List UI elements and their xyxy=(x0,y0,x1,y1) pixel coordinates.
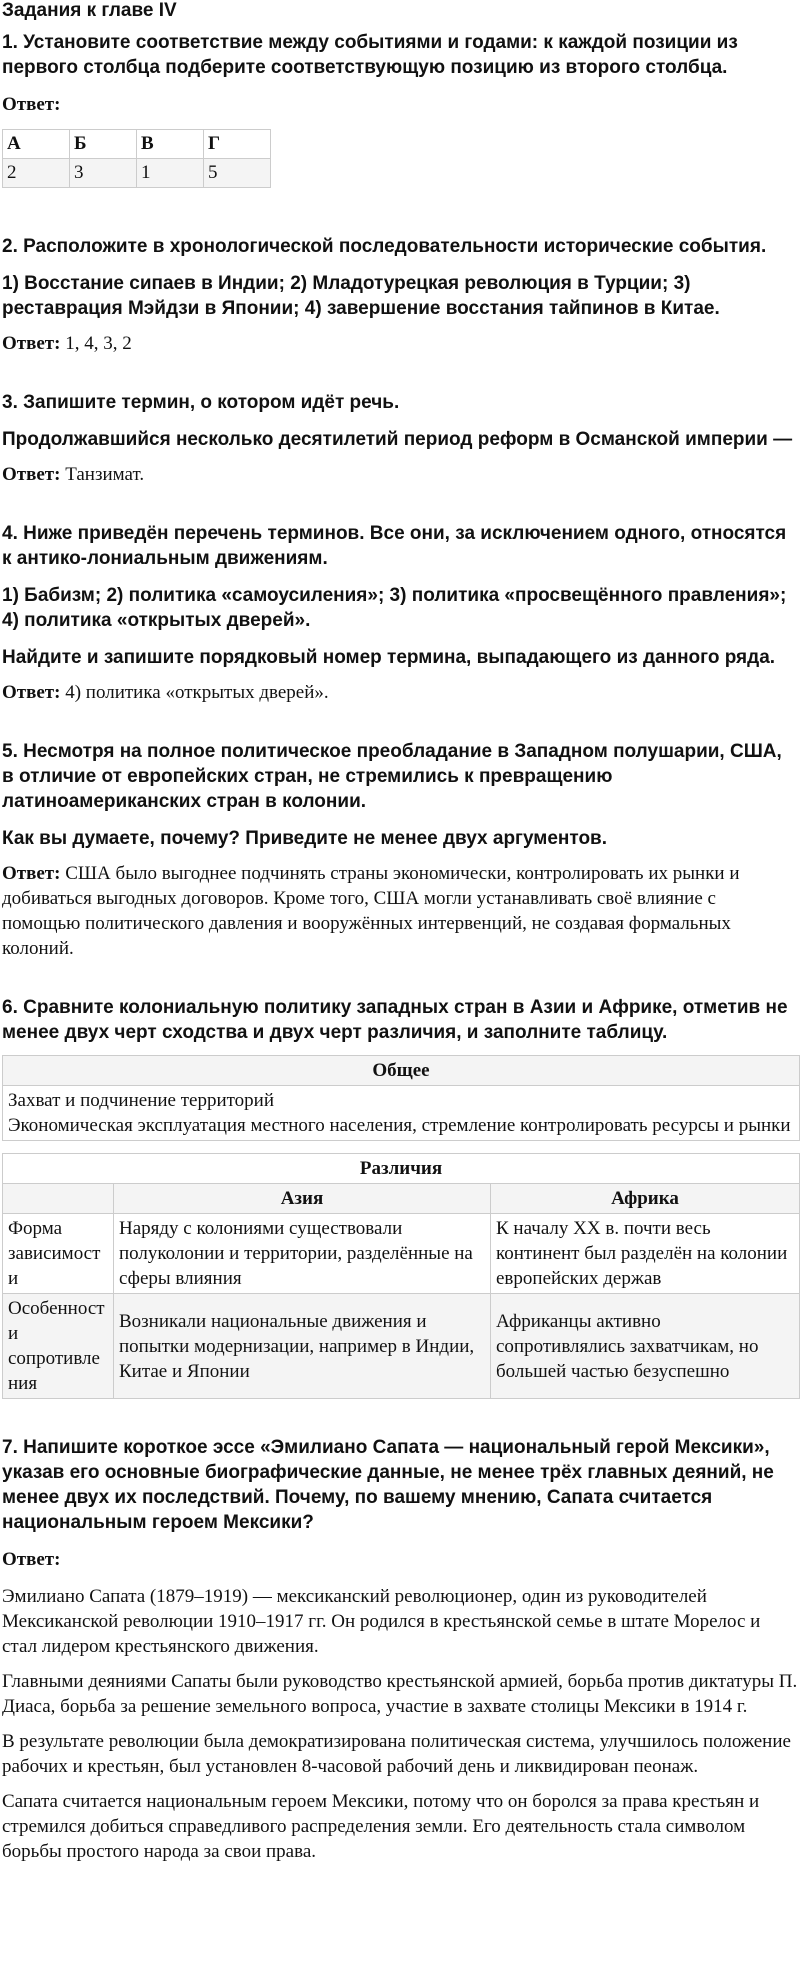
question-3-text: 3. Запишите термин, о котором идёт речь. xyxy=(2,392,400,413)
table-cell: 3 xyxy=(70,159,137,188)
answer-label xyxy=(2,92,798,117)
essay-paragraph-3: В результате революции была демократизирована политическая система, улучшилось положение рабочих и крестьян, был установлен 8-часовой рабочий день и ликвидирован пеонаж. xyxy=(2,1731,791,1777)
answer-text: 4) политика «открытых дверей». xyxy=(65,682,329,703)
answer-label-text: Ответ: xyxy=(2,682,61,703)
question-2-text: 2. Расположите в хронологической последовательности исторические события. xyxy=(2,236,767,257)
table-cell: Африканцы активно сопротивлялись захватчикам, но большей частью безуспешно xyxy=(491,1294,800,1399)
question-4-text: 4. Ниже приведён перечень терминов. Все они, за исключением одного, относятся к антико-лониальным движениям. xyxy=(2,523,787,569)
answer-label-text: Ответ: xyxy=(2,464,61,485)
question-6 xyxy=(2,995,798,1399)
differences-table xyxy=(2,1153,800,1399)
table-cell: 5 xyxy=(204,159,271,188)
question-5-text: 5. Несмотря на полное политическое преобладание в Западном полушарии, США, в отличие от европейских стран, не стремились к превращению латиноамериканских стран в колонии. xyxy=(2,741,782,812)
question-4 xyxy=(2,521,798,705)
answer-text: 1, 4, 3, 2 xyxy=(65,333,132,354)
question-3 xyxy=(2,390,798,487)
row-label: Особенност и сопротивле ния xyxy=(3,1294,114,1399)
question-1-text: 1. Установите соответствие между событиями и годами: к каждой позиции из первого столбца подберите соответствующую позицию из второго столбца. xyxy=(2,32,738,78)
table-cell: К началу XX в. почти весь континент был разделён на колонии европейских держав xyxy=(491,1214,800,1294)
essay-paragraph-2: Главными деяниями Сапаты были руководство крестьянской армией, борьба против диктатуры П. Диаса, борьба за решение земельного вопроса, участие в захвате столицы Мексики в 1914 г. xyxy=(2,1671,798,1717)
common-line-2: Экономическая эксплуатация местного населения, стремление контролировать ресурсы и рынки xyxy=(8,1115,791,1136)
column-header-asia: Азия xyxy=(114,1184,491,1214)
question-7-text: 7. Напишите короткое эссе «Эмилиано Сапата — национальный герой Мексики», указав его основные биографические данные, не менее трёх главных деяний, не менее двух их последствий. Почему, по вашему мнению, Сапата считается национальным героем Мексики? xyxy=(2,1437,774,1533)
question-2-items: 1) Восстание сипаев в Индии; 2) Младотурецкая революция в Турции; 3) реставрация Мэйдзи в Японии; 4) завершение восстания тайпинов в Китае. xyxy=(2,273,720,319)
question-4-prompt: Найдите и запишите порядковый номер термина, выпадающего из данного ряда. xyxy=(2,647,776,668)
table-cell: Возникали национальные движения и попытки модернизации, например в Индии, Китае и Японии xyxy=(114,1294,491,1399)
question-5-answer xyxy=(2,861,798,961)
answer-label xyxy=(2,1547,798,1572)
table-header-cell: В xyxy=(137,130,204,159)
answer-text: Танзимат. xyxy=(65,464,145,485)
answer-label-text: Ответ: xyxy=(2,94,61,115)
essay-paragraph-1: Эмилиано Сапата (1879–1919) — мексиканский революционер, один из руководителей Мексиканской революции 1910–1917 гг. Он родился в крестьянской семье в штате Морелос и стал лидером крестьянского движения. xyxy=(2,1586,761,1657)
empty-header-cell xyxy=(3,1184,114,1214)
essay-paragraph-4: Сапата считается национальным героем Мексики, потому что он боролся за права крестьян и стремился добиться справедливого распределения земли. Его деятельность стала символом борьбы простого народа за свои права. xyxy=(2,1791,760,1862)
row-label: Форма зависимост и xyxy=(3,1214,114,1294)
table-cell: 2 xyxy=(3,159,70,188)
common-table xyxy=(2,1055,800,1141)
question-2-answer xyxy=(2,331,798,356)
question-3-prompt: Продолжавшийся несколько десятилетий период реформ в Османской империи — xyxy=(2,429,793,450)
question-3-answer xyxy=(2,462,798,487)
question-6-text: 6. Сравните колониальную политику западных стран в Азии и Африке, отметив не менее двух черт сходства и двух черт различия, и заполните таблицу. xyxy=(2,997,788,1043)
common-header: Общее xyxy=(3,1056,800,1086)
question-5-prompt: Как вы думаете, почему? Приведите не менее двух аргументов. xyxy=(2,828,608,849)
table-cell: 1 xyxy=(137,159,204,188)
page-title: Задания к главе IV xyxy=(2,0,177,21)
table-header-cell: Г xyxy=(204,130,271,159)
table-cell: Наряду с колониями существовали полуколонии и территории, разделённые на сферы влияния xyxy=(114,1214,491,1294)
answer-label-text: Ответ: xyxy=(2,1549,61,1570)
differences-header: Различия xyxy=(3,1154,800,1184)
answer-text: США было выгоднее подчинять страны экономически, контролировать их рынки и добиваться выгодных договоров. Кроме того, США могли устанавливать своё влияние с помощью политического давления и вооружённых интервенций, не создавая формальных колоний. xyxy=(2,863,740,959)
answer-table-q1 xyxy=(2,129,271,188)
question-1 xyxy=(2,30,798,188)
common-line-1: Захват и подчинение территорий xyxy=(8,1090,275,1111)
common-cell xyxy=(3,1086,800,1141)
question-4-items: 1) Бабизм; 2) политика «самоусиления»; 3) политика «просвещённого правления»; 4) политика «открытых дверей». xyxy=(2,585,787,631)
question-4-answer xyxy=(2,680,798,705)
table-header-cell: Б xyxy=(70,130,137,159)
question-2 xyxy=(2,234,798,356)
answer-label-text: Ответ: xyxy=(2,863,61,884)
column-header-africa: Африка xyxy=(491,1184,800,1214)
question-5 xyxy=(2,739,798,961)
question-7 xyxy=(2,1435,798,1864)
answer-label-text: Ответ: xyxy=(2,333,61,354)
table-header-cell: А xyxy=(3,130,70,159)
